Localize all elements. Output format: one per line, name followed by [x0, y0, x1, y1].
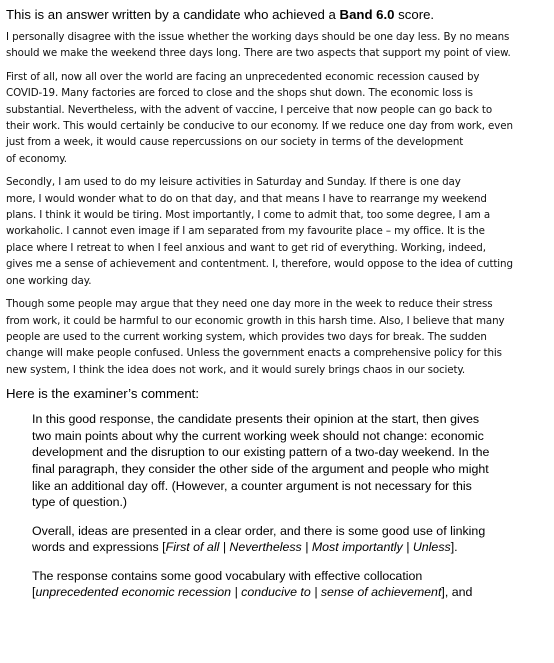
essay-line: more, I would wonder what to do on that day, and that means I have to rearrange my weekend: [6, 192, 487, 205]
essay-line: just from a week, it would cause repercussions on our society in terms of the development: [6, 136, 464, 149]
comment-line: words and expressions [First of all | Nevertheless | Most importantly | Unless].: [32, 540, 458, 555]
essay-paragraph: [6, 29, 548, 62]
comment-line: development and the disruption to our existing pattern of a two-day weekend. In the: [32, 445, 490, 460]
intro-prefix: This is an answer written by a candidate who achieved a: [6, 7, 340, 22]
band-score: Band 6.0: [339, 7, 395, 22]
comment-line: [unprecedented economic recession | conducive to | sense of achievement], and: [32, 585, 473, 600]
essay-line: workaholic. I cannot even image if I am separated from my favourite place – my office. It is the: [6, 225, 485, 238]
essay-line: place where I retreat to when I feel anxious and want to get rid of everything. Working, indeed,: [6, 241, 486, 254]
comment-line: like an additional day off. (However, a counter argument is not necessary for this: [32, 478, 472, 493]
comment-line: Overall, ideas are presented in a clear order, and there is some good use of linking: [32, 523, 486, 538]
comment-line: In this good response, the candidate presents their opinion at the start, then gives: [32, 412, 480, 427]
comment-paragraph: [32, 568, 548, 601]
comment-line: type of question.): [32, 495, 128, 510]
essay-line: their work. This would certainly be conducive to our economy. If we reduce one day from work, even: [6, 120, 513, 133]
essay-line: change will make people confused. Unless the government enacts a comprehensive policy for this: [6, 347, 502, 360]
essay-paragraph: [6, 69, 548, 167]
essay-line: plans. I think it would be tiring. Most importantly, I come to admit that, too some degree, I am a: [6, 209, 491, 222]
essay-line: Secondly, I am used to do my leisure activities in Saturday and Sunday. If there is one day: [6, 176, 461, 189]
comment-line: two main points about why the current working week should not change: economic: [32, 428, 484, 443]
comment-line: final paragraph, they consider the other side of the argument and people who might: [32, 461, 489, 476]
comment-heading: Here is the examiner’s comment:: [6, 386, 200, 402]
comment-line: The response contains some good vocabulary with effective collocation: [32, 568, 423, 583]
essay-line: from work, it could be harmful to our economic growth in this harsh time. Also, I believe that many: [6, 314, 505, 327]
intro-line: [6, 6, 548, 23]
essay-paragraph: [6, 296, 548, 378]
intro-suffix: score.: [394, 7, 435, 22]
essay-line: I personally disagree with the issue whether the working days should be one day less. By no means: [6, 31, 510, 43]
comment-paragraph: [32, 523, 548, 556]
essay-line: one working day.: [6, 274, 92, 287]
essay-line: of economy.: [6, 152, 67, 165]
essay-line: Though some people may argue that they need one day more in the week to reduce their stress: [6, 298, 493, 311]
candidate-essay: [6, 29, 548, 378]
essay-line: First of all, now all over the world are facing an unprecedented economic recession caused by: [6, 70, 480, 83]
essay-line: should we make the weekend three days long. There are two aspects that support my point of view.: [6, 47, 511, 60]
essay-paragraph: [6, 174, 548, 289]
essay-line: COVID-19. Many factories are forced to close and the shops shut down. The economic loss is: [6, 87, 473, 100]
examiner-comment: [6, 411, 548, 601]
comment-paragraph: [32, 411, 548, 511]
essay-line: substantial. Nevertheless, with the advent of vaccine, I perceive that now people can go back to: [6, 103, 493, 116]
essay-line: people are used to the current working system, which provides two days for break. The sudden: [6, 330, 487, 343]
essay-line: new system, I think the idea does not work, and it would surely brings chaos in our society.: [6, 363, 466, 376]
essay-line: gives me a sense of achievement and contentment. I, therefore, would oppose to the idea of cutting: [6, 258, 513, 271]
